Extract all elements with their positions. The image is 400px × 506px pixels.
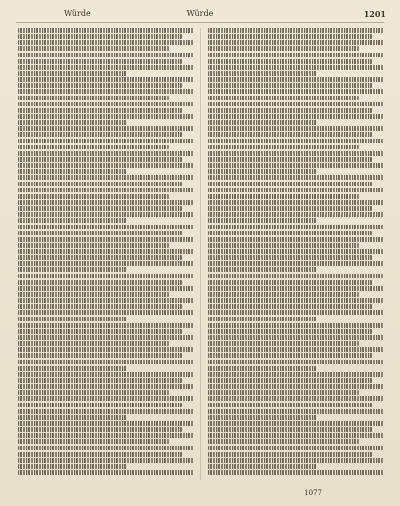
text-line-placeholder [18, 421, 194, 426]
text-line-placeholder [208, 120, 317, 125]
text-line-placeholder [208, 169, 317, 174]
text-line-placeholder [208, 182, 372, 187]
text-line-placeholder [18, 102, 194, 107]
text-line-placeholder [208, 409, 384, 414]
text-line-placeholder [18, 132, 182, 137]
text-line-placeholder [208, 243, 359, 248]
text-line-placeholder [208, 71, 317, 76]
text-line-placeholder [18, 114, 194, 119]
text-line-placeholder [18, 360, 194, 365]
text-line-placeholder [208, 384, 384, 389]
text-line-placeholder [208, 274, 384, 279]
text-line-placeholder [18, 372, 194, 377]
text-line-placeholder [18, 310, 194, 315]
text-line-placeholder [208, 317, 317, 322]
text-line-placeholder [18, 65, 194, 70]
text-line-placeholder [208, 163, 384, 168]
text-line-placeholder [18, 274, 194, 279]
text-line-placeholder [18, 280, 182, 285]
text-line-placeholder [18, 464, 127, 469]
text-line-placeholder [18, 384, 194, 389]
text-line-placeholder [208, 53, 384, 58]
text-line-placeholder [208, 353, 372, 358]
text-line-placeholder [208, 83, 372, 88]
text-line-placeholder [18, 458, 194, 463]
right-text-column [208, 28, 384, 480]
text-line-placeholder [208, 114, 384, 119]
text-line-placeholder [18, 71, 127, 76]
text-line-placeholder [18, 243, 169, 248]
text-line-placeholder [18, 200, 194, 205]
text-line-placeholder [208, 200, 384, 205]
text-line-placeholder [18, 53, 194, 58]
text-line-placeholder [208, 458, 384, 463]
text-line-placeholder [208, 59, 372, 64]
text-line-placeholder [208, 286, 384, 291]
text-line-placeholder [208, 452, 372, 457]
text-line-placeholder [18, 366, 127, 371]
text-line-placeholder [18, 182, 182, 187]
page-header [14, 7, 386, 21]
left-text-column [18, 28, 194, 480]
text-line-placeholder [208, 396, 384, 401]
text-line-placeholder [208, 415, 317, 420]
text-line-placeholder [18, 261, 194, 266]
text-line-placeholder [18, 298, 194, 303]
text-line-placeholder [208, 231, 372, 236]
text-line-placeholder [208, 249, 384, 254]
text-line-placeholder [208, 151, 384, 156]
text-line-placeholder [208, 347, 384, 352]
text-line-placeholder [18, 378, 182, 383]
text-line-placeholder [208, 46, 359, 51]
text-line-placeholder [208, 126, 384, 131]
header-rule [16, 22, 384, 23]
text-line-placeholder [208, 206, 372, 211]
text-line-placeholder [18, 347, 194, 352]
text-line-placeholder [18, 409, 194, 414]
text-line-placeholder [18, 59, 182, 64]
text-line-placeholder [208, 157, 372, 162]
text-line-placeholder [208, 439, 359, 444]
text-line-placeholder [208, 145, 359, 150]
text-line-placeholder [18, 396, 194, 401]
column-divider [200, 28, 201, 480]
text-line-placeholder [208, 108, 372, 113]
text-line-placeholder [18, 341, 169, 346]
text-line-placeholder [208, 188, 384, 193]
text-line-placeholder [18, 157, 182, 162]
text-line-placeholder [18, 96, 169, 101]
text-line-placeholder [18, 237, 194, 242]
text-line-placeholder [208, 378, 372, 383]
text-line-placeholder [208, 132, 372, 137]
text-line-placeholder [208, 212, 384, 217]
text-line-placeholder [18, 175, 194, 180]
text-line-placeholder [208, 77, 384, 82]
text-line-placeholder [208, 470, 384, 475]
text-line-placeholder [208, 96, 359, 101]
text-line-placeholder [18, 163, 194, 168]
text-line-placeholder [18, 83, 182, 88]
text-line-placeholder [208, 310, 384, 315]
text-line-placeholder [18, 40, 194, 45]
running-head-left: Würde [64, 9, 91, 18]
text-line-placeholder [18, 108, 182, 113]
text-line-placeholder [18, 126, 194, 131]
text-line-placeholder [208, 292, 359, 297]
text-line-placeholder [208, 403, 372, 408]
text-line-placeholder [18, 194, 169, 199]
text-line-placeholder [208, 40, 384, 45]
text-line-placeholder [18, 267, 127, 272]
text-line-placeholder [208, 255, 372, 260]
text-line-placeholder [18, 139, 194, 144]
text-line-placeholder [208, 421, 384, 426]
text-line-placeholder [18, 304, 182, 309]
text-line-placeholder [18, 89, 194, 94]
text-line-placeholder [18, 286, 194, 291]
text-line-placeholder [18, 206, 182, 211]
text-line-placeholder [18, 120, 127, 125]
text-line-placeholder [208, 335, 384, 340]
text-line-placeholder [208, 102, 384, 107]
text-line-placeholder [18, 46, 169, 51]
text-line-placeholder [208, 65, 384, 70]
text-line-placeholder [208, 433, 384, 438]
text-line-placeholder [208, 323, 384, 328]
text-line-placeholder [18, 317, 127, 322]
text-line-placeholder [18, 329, 182, 334]
text-line-placeholder [208, 341, 359, 346]
text-line-placeholder [208, 427, 372, 432]
footer-page-marker: 1077 [304, 489, 322, 497]
text-line-placeholder [208, 194, 359, 199]
text-line-placeholder [208, 329, 372, 334]
text-line-placeholder [18, 218, 127, 223]
text-line-placeholder [18, 292, 169, 297]
text-line-placeholder [208, 390, 359, 395]
text-line-placeholder [18, 249, 194, 254]
text-line-placeholder [208, 175, 384, 180]
text-line-placeholder [18, 403, 182, 408]
text-line-placeholder [18, 433, 194, 438]
text-line-placeholder [18, 151, 194, 156]
text-line-placeholder [18, 255, 182, 260]
text-line-placeholder [18, 77, 194, 82]
text-line-placeholder [18, 34, 182, 39]
text-line-placeholder [18, 231, 182, 236]
text-line-placeholder [18, 145, 169, 150]
text-line-placeholder [208, 280, 372, 285]
running-head-center: Würde [186, 9, 214, 18]
text-line-placeholder [18, 169, 127, 174]
text-line-placeholder [18, 353, 182, 358]
text-line-placeholder [208, 89, 384, 94]
text-line-placeholder [208, 267, 317, 272]
text-line-placeholder [18, 446, 194, 451]
text-line-placeholder [208, 218, 317, 223]
text-line-placeholder [208, 261, 384, 266]
text-line-placeholder [208, 237, 384, 242]
text-line-placeholder [18, 415, 127, 420]
text-line-placeholder [18, 390, 169, 395]
text-line-placeholder [208, 225, 384, 230]
text-line-placeholder [208, 360, 384, 365]
page-number: 1201 [363, 9, 386, 19]
text-line-placeholder [208, 139, 384, 144]
text-line-placeholder [18, 335, 194, 340]
text-line-placeholder [208, 366, 317, 371]
text-line-placeholder [208, 34, 372, 39]
text-line-placeholder [18, 212, 194, 217]
text-line-placeholder [208, 28, 384, 33]
text-line-placeholder [18, 225, 194, 230]
text-line-placeholder [18, 452, 182, 457]
text-line-placeholder [208, 372, 384, 377]
text-line-placeholder [18, 323, 194, 328]
text-line-placeholder [18, 427, 182, 432]
text-line-placeholder [208, 446, 384, 451]
text-line-placeholder [18, 188, 194, 193]
text-line-placeholder [18, 470, 194, 475]
text-line-placeholder [18, 439, 169, 444]
text-line-placeholder [208, 304, 372, 309]
text-line-placeholder [18, 28, 194, 33]
text-line-placeholder [208, 298, 384, 303]
text-line-placeholder [208, 464, 317, 469]
